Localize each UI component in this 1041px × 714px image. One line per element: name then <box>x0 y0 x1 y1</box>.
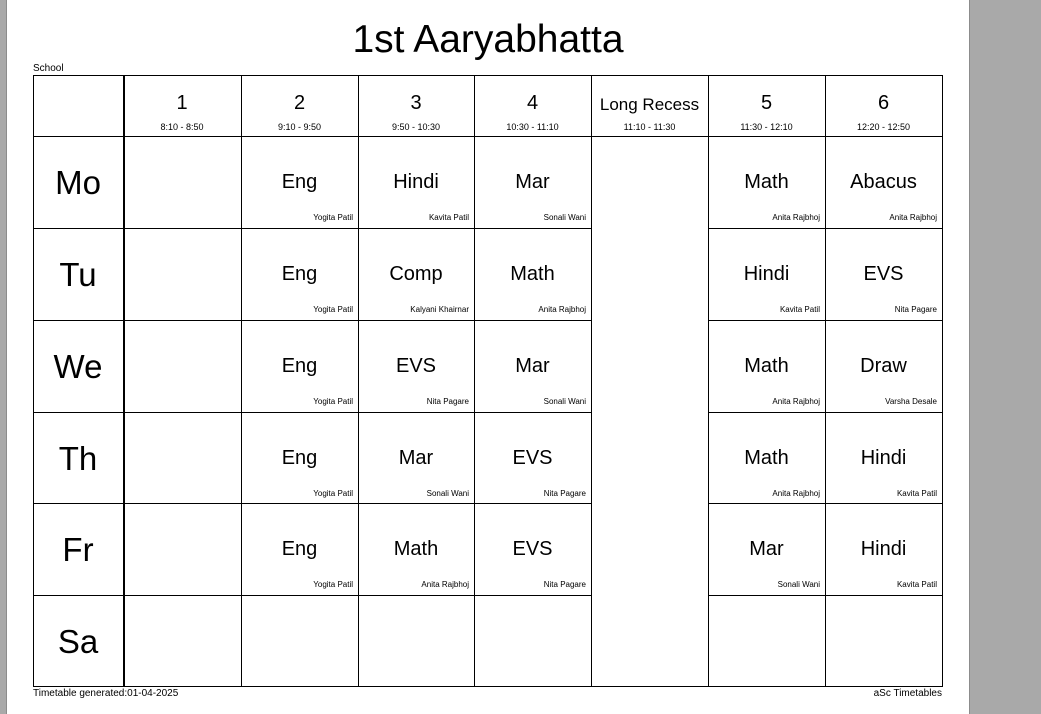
subject-name: Hindi <box>393 171 439 193</box>
empty-cell <box>474 595 591 686</box>
lesson-cell <box>474 412 591 503</box>
period-header <box>474 75 591 136</box>
grid-line <box>825 75 826 687</box>
period-time: 8:10 - 8:50 <box>160 122 204 132</box>
subject-name: Eng <box>281 538 318 560</box>
page-title: 1st Aaryabhatta <box>352 18 624 61</box>
teacher-name: Yogita Patil <box>313 397 353 406</box>
teacher-name: Nita Pagare <box>426 397 469 406</box>
empty-cell <box>123 320 241 412</box>
day-label <box>33 595 123 686</box>
teacher-name: Kavita Patil <box>779 305 820 314</box>
lesson-cell <box>358 320 474 412</box>
teacher-name: Anita Rajbhoj <box>772 489 820 498</box>
lesson-cell <box>241 320 358 412</box>
empty-cell <box>123 503 241 595</box>
lesson-cell <box>708 412 825 503</box>
day-name: Tu <box>59 256 97 293</box>
teacher-name: Nita Pagare <box>543 580 586 589</box>
timetable-grid <box>33 75 943 687</box>
teacher-name: Yogita Patil <box>313 305 353 314</box>
empty-cell <box>123 595 241 686</box>
subject-name: EVS <box>395 355 437 377</box>
grid-line <box>33 686 943 687</box>
lesson-cell <box>358 412 474 503</box>
lesson-cell <box>241 412 358 503</box>
subject-name: Abacus <box>850 171 917 193</box>
day-name: Sa <box>57 623 99 660</box>
subject-name: Hindi <box>743 263 790 285</box>
lesson-cell <box>825 320 942 412</box>
subject-name: Math <box>744 355 789 377</box>
teacher-name: Anita Rajbhoj <box>772 397 820 406</box>
subject-name: EVS <box>512 447 553 469</box>
lesson-cell <box>241 136 358 228</box>
period-time: 9:10 - 9:50 <box>277 122 322 132</box>
day-label <box>33 320 123 412</box>
subject-name: Mar <box>398 447 434 469</box>
subject-name: Eng <box>281 263 318 285</box>
grid-line <box>33 412 592 413</box>
grid-line <box>358 75 359 687</box>
teacher-name: Sonali Wani <box>543 397 586 406</box>
teacher-name: Anita Rajbhoj <box>421 580 469 589</box>
subject-name: Math <box>744 171 789 193</box>
day-label <box>33 136 123 228</box>
grid-line <box>591 75 592 687</box>
teacher-name: Yogita Patil <box>313 213 353 222</box>
teacher-name: Varsha Desale <box>885 397 937 406</box>
day-name: Th <box>58 440 98 477</box>
teacher-name: Anita Rajbhoj <box>538 305 586 314</box>
period-time: 11:10 - 11:30 <box>623 122 676 132</box>
lesson-cell <box>474 136 591 228</box>
period-header-recess <box>591 75 708 136</box>
lesson-cell <box>474 503 591 595</box>
grid-line <box>33 595 592 596</box>
teacher-name: Nita Pagare <box>543 489 586 498</box>
period-number: 6 <box>877 92 890 114</box>
grid-corner <box>33 75 123 136</box>
empty-cell <box>123 228 241 320</box>
teacher-name: Yogita Patil <box>313 580 353 589</box>
brand-label: aSc Timetables <box>873 688 942 699</box>
teacher-name: Kalyani Khairnar <box>410 305 469 314</box>
timetable-page <box>6 0 970 714</box>
period-number: 3 <box>410 92 422 114</box>
subject-name: Eng <box>281 447 318 469</box>
day-name: Fr <box>62 531 94 568</box>
grid-line <box>33 503 592 504</box>
teacher-name: Sonali Wani <box>543 213 586 222</box>
subject-name: Hindi <box>860 447 907 469</box>
period-number: 1 <box>176 92 188 114</box>
lesson-cell <box>474 228 591 320</box>
teacher-name: Yogita Patil <box>313 489 353 498</box>
period-header <box>123 75 241 136</box>
period-time: 11:30 - 12:10 <box>740 122 793 132</box>
grid-line <box>708 75 709 687</box>
subject-name: Eng <box>281 171 318 193</box>
lesson-cell <box>708 228 825 320</box>
teacher-name: Sonali Wani <box>426 489 469 498</box>
lesson-cell <box>358 136 474 228</box>
subject-name: EVS <box>863 263 904 285</box>
teacher-name: Kavita Patil <box>896 489 937 498</box>
lesson-cell <box>708 503 825 595</box>
empty-cell <box>358 595 474 686</box>
grid-line <box>474 75 475 687</box>
grid-line <box>33 136 943 137</box>
period-header <box>708 75 825 136</box>
period-time: 12:20 - 12:50 <box>856 122 911 132</box>
lesson-cell <box>825 228 942 320</box>
empty-cell <box>825 595 942 686</box>
grid-line <box>33 320 592 321</box>
period-number: 5 <box>760 92 773 114</box>
teacher-name: Anita Rajbhoj <box>889 213 937 222</box>
subject-name: Draw <box>860 355 907 377</box>
grid-line <box>241 75 242 687</box>
grid-line <box>33 228 592 229</box>
lesson-cell <box>358 228 474 320</box>
teacher-name: Kavita Patil <box>896 580 937 589</box>
teacher-name: Nita Pagare <box>894 305 937 314</box>
period-header <box>241 75 358 136</box>
subject-name: Eng <box>281 355 318 377</box>
lesson-cell <box>708 320 825 412</box>
day-name: Mo <box>55 164 101 201</box>
period-number: 2 <box>293 92 306 114</box>
period-time: 9:50 - 10:30 <box>391 122 441 132</box>
period-name: Long Recess <box>599 95 700 114</box>
grid-line <box>123 75 125 687</box>
period-number: 4 <box>526 92 539 114</box>
teacher-name: Kavita Patil <box>428 213 469 222</box>
grid-line <box>33 75 943 76</box>
generated-date: Timetable generated:01-04-2025 <box>33 688 179 699</box>
teacher-name: Sonali Wani <box>777 580 820 589</box>
subject-name: Mar <box>515 171 550 193</box>
subject-name: Math <box>744 447 789 469</box>
subject-name: Comp <box>389 263 443 285</box>
lesson-cell <box>358 503 474 595</box>
lesson-cell <box>708 136 825 228</box>
subject-name: Mar <box>749 538 784 560</box>
lesson-cell <box>825 136 942 228</box>
lesson-cell <box>825 412 942 503</box>
lesson-cell <box>241 228 358 320</box>
lesson-cell <box>474 320 591 412</box>
subject-name: Math <box>510 263 555 285</box>
day-label <box>33 412 123 503</box>
empty-cell <box>123 136 241 228</box>
subject-name: Math <box>393 538 439 560</box>
day-name: We <box>53 348 103 385</box>
subject-name: Mar <box>515 355 550 377</box>
period-header <box>358 75 474 136</box>
day-label <box>33 503 123 595</box>
day-label <box>33 228 123 320</box>
lesson-cell <box>241 503 358 595</box>
school-label: School <box>33 63 64 74</box>
empty-cell <box>241 595 358 686</box>
period-time: 10:30 - 11:10 <box>506 122 559 132</box>
empty-cell <box>123 412 241 503</box>
lesson-cell <box>825 503 942 595</box>
teacher-name: Anita Rajbhoj <box>772 213 820 222</box>
empty-cell <box>708 595 825 686</box>
subject-name: Hindi <box>860 538 907 560</box>
period-header <box>825 75 942 136</box>
subject-name: EVS <box>512 538 553 560</box>
viewer-background <box>971 0 1041 714</box>
